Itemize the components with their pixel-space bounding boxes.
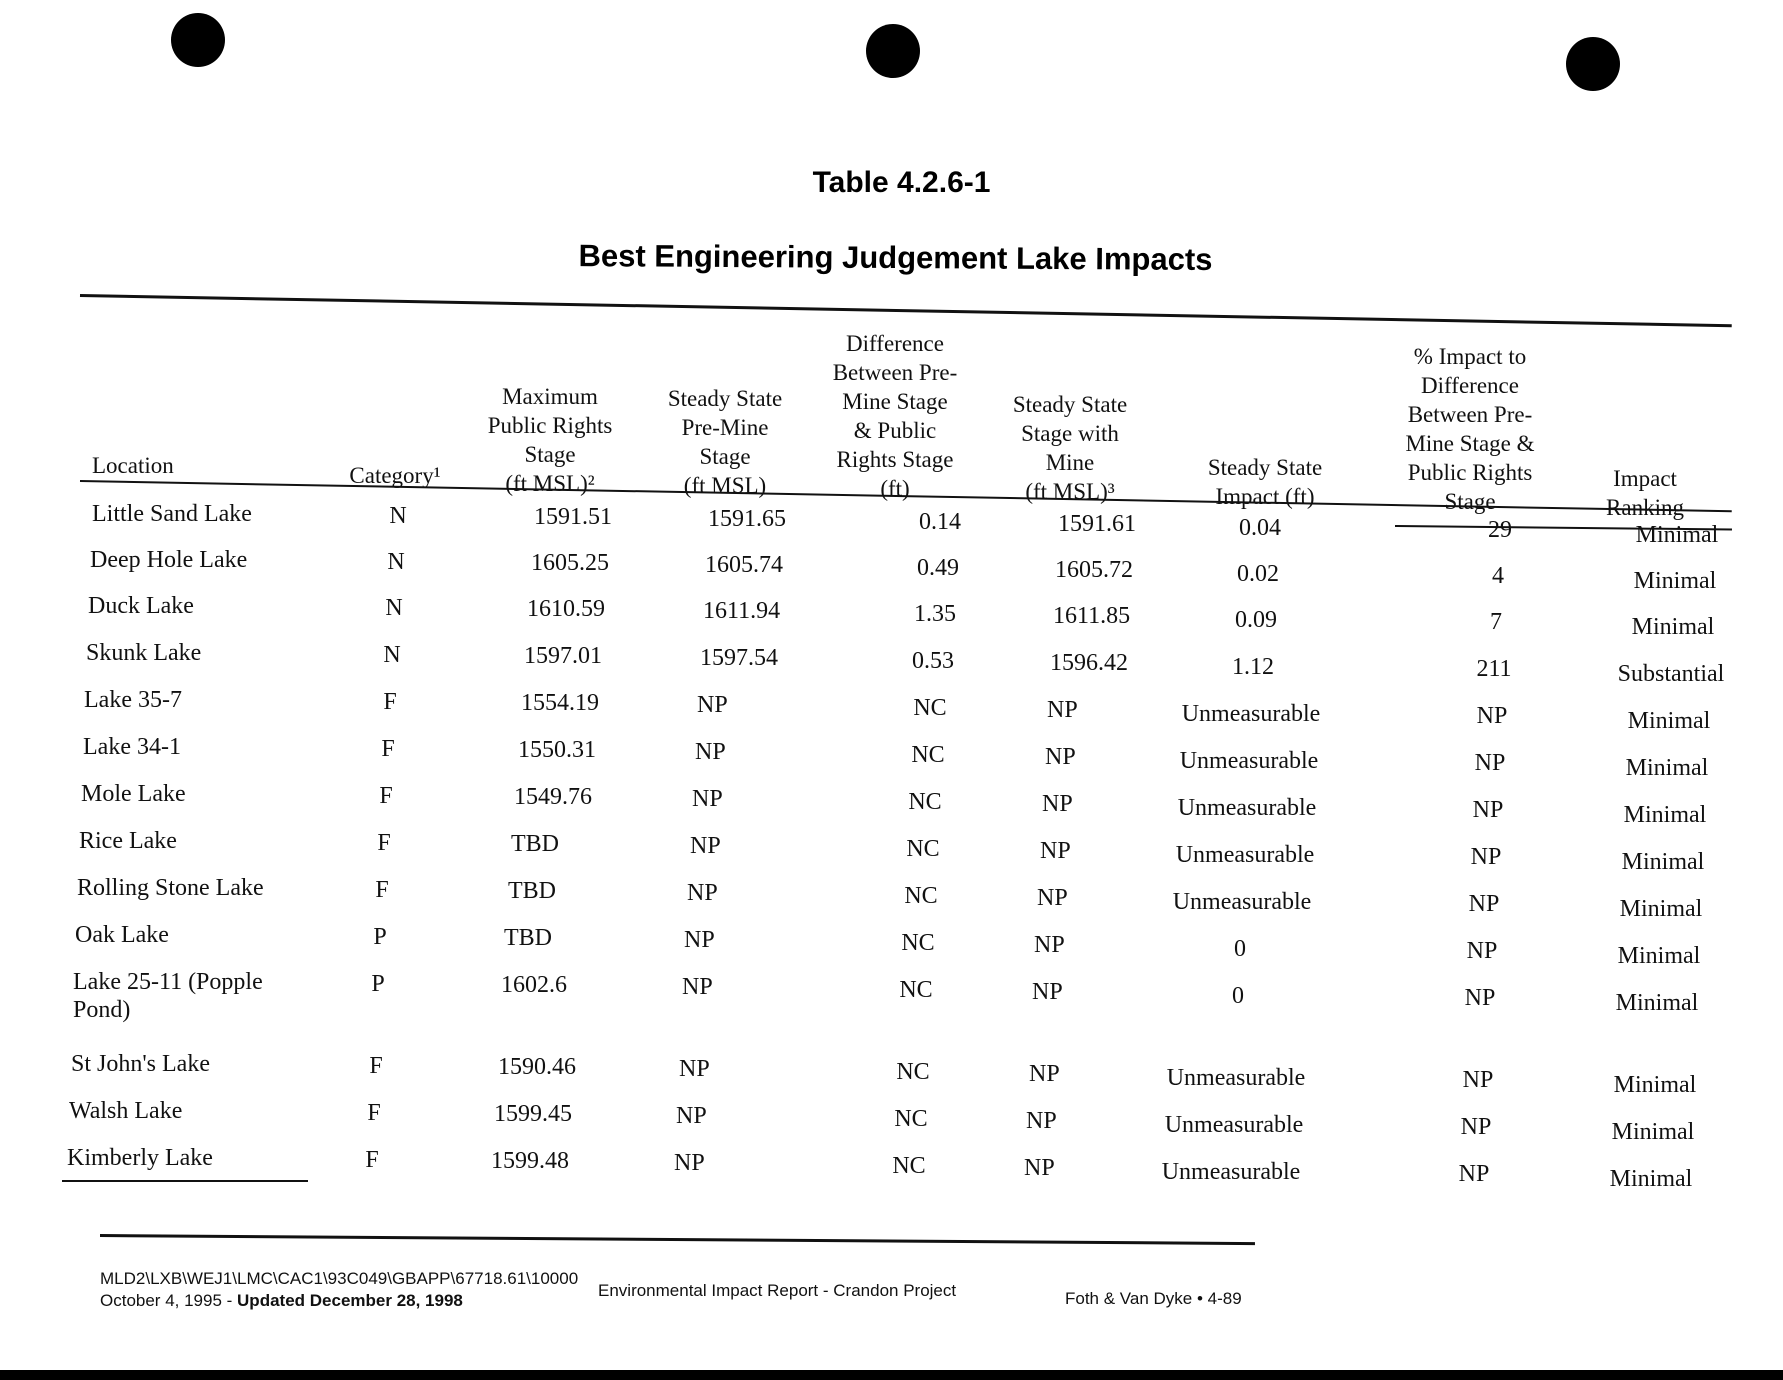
column-header-impact-ranking [1570,464,1720,522]
pre-mine-stage-cell: NP [679,1056,710,1082]
column-header-line: Impact [1613,466,1677,491]
difference-cell: NC [904,883,938,909]
table-bottom-rule [62,1180,308,1182]
stage-with-mine-cell: 1605.72 [1055,557,1133,583]
difference-cell: NC [908,789,942,815]
column-header-line: Category¹ [349,463,441,488]
percent-impact-cell: 29 [1488,517,1512,543]
impact-cell: Unmeasurable [1164,1112,1304,1138]
impact-cell: 1.12 [1232,654,1274,680]
column-header-line: Stage [1444,489,1496,514]
pre-mine-stage-cell: NP [697,692,728,718]
column-header-line: Stage with [1021,421,1119,446]
column-header-line: Between Pre- [1407,402,1533,427]
location-cell: Skunk Lake [86,640,202,666]
max-stage-cell: TBD [508,878,556,904]
column-header-steady-state-impact [1180,453,1350,511]
max-stage-cell: 1605.25 [531,550,609,576]
column-header-line: % Impact to [1413,344,1527,369]
ranking-cell: Minimal [1633,568,1717,594]
ranking-cell: Minimal [1625,755,1709,781]
category-cell: F [381,736,395,762]
location-cell: Little Sand Lake [92,501,252,527]
category-cell: F [383,689,397,715]
difference-cell: NC [894,1106,928,1132]
location-cell: Rice Lake [79,828,177,854]
stage-with-mine-cell: NP [1037,885,1068,911]
footer-page-number: Foth & Van Dyke • 4-89 [1065,1289,1242,1308]
column-header-steady-state-stage-with-mine [990,390,1150,506]
max-stage-cell: 1549.76 [514,784,592,810]
column-header-line: Maximum [502,384,598,409]
ranking-cell: Minimal [1613,1072,1697,1098]
difference-cell: NC [911,742,945,768]
max-stage-cell: 1599.45 [494,1101,572,1127]
difference-cell: 0.14 [919,509,961,535]
percent-impact-cell: NP [1464,985,1496,1011]
column-header-line: Mine Stage & [1405,431,1535,456]
column-header-line: Location [92,453,174,478]
column-header-line: Impact (ft) [1215,484,1315,509]
percent-impact-cell: NP [1460,1114,1492,1140]
footer-file-path: MLD2\LXB\WEJ1\LMC\CAC1\93C049\GBAPP\67718.61\10000 [100,1269,579,1288]
max-stage-cell: 1597.01 [524,643,602,669]
footer-date [100,1290,463,1311]
column-header-line: Ranking [1606,495,1684,520]
percent-impact-cell: NP [1462,1067,1494,1093]
difference-cell: NC [892,1153,926,1179]
punch-hole-left [171,13,225,67]
location-cell: Rolling Stone Lake [77,875,264,901]
column-header-line: Public Rights [487,413,613,438]
stage-with-mine-cell: NP [1034,932,1065,958]
category-cell: N [389,503,407,529]
category-cell: F [375,877,389,903]
impact-cell: 0 [1234,936,1246,962]
column-header-line: Stage [524,442,576,467]
difference-cell: 0.53 [912,648,954,674]
location-cell: Oak Lake [75,922,169,948]
max-stage-cell: 1602.6 [501,972,567,998]
max-stage-cell: 1599.48 [491,1148,569,1174]
column-header-line: Mine Stage [842,389,948,414]
pre-mine-stage-cell: NP [684,927,715,953]
column-header-line: Between Pre- [832,360,958,385]
percent-impact-cell: NP [1474,750,1506,776]
ranking-cell: Substantial [1617,661,1725,687]
table-top-rule [80,294,1732,327]
category-cell: P [373,924,387,950]
stage-with-mine-cell: NP [1042,791,1073,817]
max-stage-cell: 1610.59 [527,596,605,622]
location-cell: Lake 34-1 [83,734,181,760]
column-header-line: (ft MSL)² [505,471,595,496]
impact-cell: Unmeasurable [1179,748,1319,774]
pre-mine-stage-cell: NP [692,786,723,812]
stage-with-mine-cell: NP [1045,744,1076,770]
ranking-cell: Minimal [1617,943,1701,969]
percent-impact-cell: NP [1472,797,1504,823]
difference-cell: 0.49 [917,555,959,581]
scan-bottom-edge [0,1370,1783,1380]
column-header-line: & Public [853,418,937,443]
column-header-line: Steady State [1012,392,1128,417]
location-cell: Mole Lake [81,781,186,807]
percent-impact-cell: 4 [1492,563,1504,589]
impact-cell: Unmeasurable [1177,795,1317,821]
column-header-percent-impact [1375,342,1565,516]
max-stage-cell: 1591.51 [534,504,612,530]
column-header-line: Rights Stage [836,447,954,472]
column-header-max-public-rights-stage [470,382,630,498]
max-stage-cell: TBD [511,831,559,857]
difference-cell: NC [906,836,940,862]
column-header-line: Steady State [1207,455,1323,480]
ranking-cell: Minimal [1611,1119,1695,1145]
percent-impact-cell: NP [1468,891,1500,917]
ranking-cell: Minimal [1635,522,1719,548]
impact-cell: 0.09 [1235,607,1277,633]
ranking-cell: Minimal [1631,614,1715,640]
stage-with-mine-cell: NP [1026,1108,1057,1134]
column-header-line: Public Rights [1407,460,1533,485]
location-cell: Duck Lake [88,593,194,619]
category-cell: F [379,783,393,809]
impact-cell: Unmeasurable [1172,889,1312,915]
stage-with-mine-cell: 1591.61 [1058,511,1136,537]
column-header-category [330,461,460,490]
pre-mine-stage-cell: NP [695,739,726,765]
column-header-line: Pre-Mine [681,415,769,440]
percent-impact-cell: NP [1476,703,1508,729]
pre-mine-stage-cell: NP [682,974,713,1000]
difference-cell: NC [913,695,947,721]
column-header-location [92,451,292,480]
difference-cell: NC [901,930,935,956]
max-stage-cell: TBD [504,925,552,951]
max-stage-cell: 1550.31 [518,737,596,763]
column-header-line: Mine [1045,450,1095,475]
percent-impact-cell: NP [1466,938,1498,964]
difference-cell: 1.35 [914,601,956,627]
footer-report-title: Environmental Impact Report - Crandon Project [598,1281,957,1300]
ranking-cell: Minimal [1619,896,1703,922]
footer-updated-date: Updated December 28, 1998 [237,1291,463,1310]
percent-impact-cell: NP [1458,1161,1490,1187]
column-header-line: Stage [699,444,751,469]
category-cell: F [365,1147,379,1173]
stage-with-mine-cell: 1596.42 [1050,650,1128,676]
punch-hole-center [866,24,920,78]
pre-mine-stage-cell: NP [674,1150,705,1176]
pre-mine-stage-cell: NP [687,880,718,906]
pre-mine-stage-cell: NP [690,833,721,859]
stage-with-mine-cell: NP [1024,1155,1055,1181]
column-header-steady-state-pre-mine-stage [650,384,800,500]
max-stage-cell: 1554.19 [521,690,599,716]
category-cell: F [377,830,391,856]
footer-rule [100,1234,1255,1245]
max-stage-cell: 1590.46 [498,1054,576,1080]
impact-cell: 0 [1232,983,1244,1009]
difference-cell: NC [896,1059,930,1085]
location-cell: Deep Hole Lake [90,547,248,573]
impact-cell: Unmeasurable [1161,1159,1301,1185]
ranking-cell: Minimal [1615,990,1699,1016]
category-cell: N [387,549,405,575]
impact-cell: Unmeasurable [1181,701,1321,727]
percent-impact-cell: 7 [1490,609,1502,635]
column-header-line: Difference [846,331,944,356]
category-cell: F [369,1053,383,1079]
column-header-line: (ft) [880,476,910,501]
category-cell: P [371,971,385,997]
column-header-difference-stage [815,329,975,503]
column-header-line: (ft MSL)³ [1025,479,1115,504]
impact-cell: 0.02 [1237,561,1279,587]
stage-with-mine-cell: NP [1032,979,1063,1005]
location-cell: Kimberly Lake [67,1145,213,1171]
column-header-line: Difference [1421,373,1519,398]
stage-with-mine-cell: NP [1047,697,1078,723]
punch-hole-right [1566,37,1620,91]
ranking-cell: Minimal [1621,849,1705,875]
impact-cell: Unmeasurable [1166,1065,1306,1091]
difference-cell: NC [899,977,933,1003]
pre-mine-stage-cell: 1597.54 [700,645,778,671]
percent-impact-cell: 211 [1476,656,1512,682]
location-cell: Lake 25-11 (Popple Pond) [73,969,263,1023]
impact-cell: Unmeasurable [1175,842,1315,868]
stage-with-mine-cell: NP [1029,1061,1060,1087]
stage-with-mine-cell: NP [1040,838,1071,864]
percent-impact-cell: NP [1470,844,1502,870]
table-title: Best Engineering Judgement Lake Impacts [578,238,1213,277]
pre-mine-stage-cell: NP [676,1103,707,1129]
column-header-line: Steady State [667,386,783,411]
category-cell: F [367,1100,381,1126]
location-cell: Walsh Lake [69,1098,183,1124]
pre-mine-stage-cell: 1611.94 [703,598,781,624]
pre-mine-stage-cell: 1591.65 [708,506,786,532]
category-cell: N [385,595,403,621]
impact-cell: 0.04 [1239,515,1281,541]
ranking-cell: Minimal [1623,802,1707,828]
pre-mine-stage-cell: 1605.74 [705,552,783,578]
location-cell: Lake 35-7 [84,687,182,713]
category-cell: N [383,642,401,668]
table-number: Table 4.2.6-1 [812,166,991,199]
column-header-line: (ft MSL) [683,473,767,498]
location-cell: St John's Lake [71,1051,210,1077]
stage-with-mine-cell: 1611.85 [1053,603,1131,629]
ranking-cell: Minimal [1627,708,1711,734]
footer-original-date: October 4, 1995 - [100,1291,238,1310]
ranking-cell: Minimal [1609,1166,1693,1192]
